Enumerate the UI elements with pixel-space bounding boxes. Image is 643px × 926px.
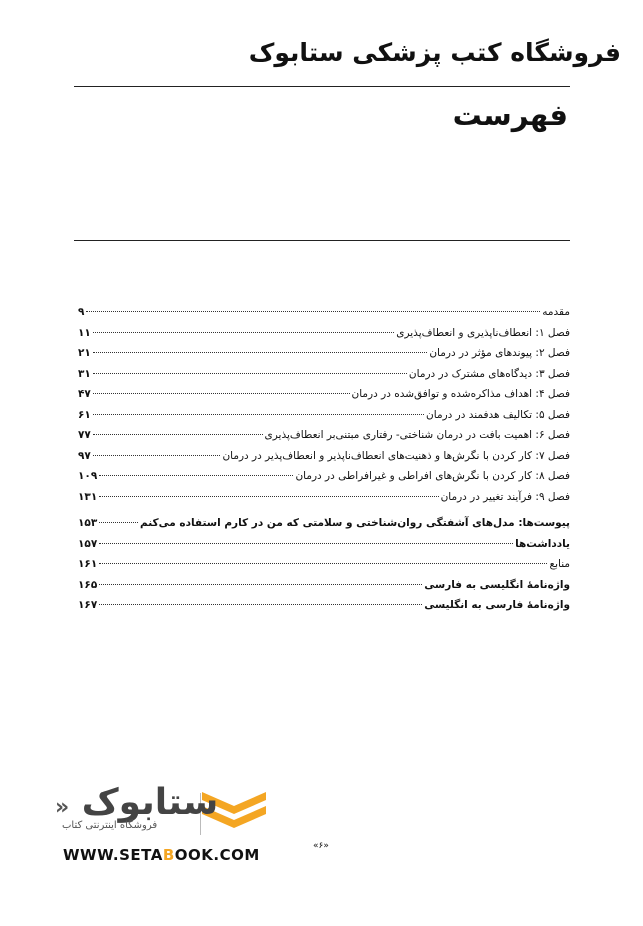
table-of-contents [78, 306, 570, 620]
toc-entry-label: فصل ۵: تکالیف هدفمند در درمان [426, 408, 570, 421]
toc-entry[interactable] [78, 517, 570, 538]
toc-entry[interactable] [78, 306, 570, 327]
brand-tagline: فروشگاه اینترنتی کتاب [62, 820, 158, 831]
toc-entry[interactable] [78, 599, 570, 620]
toc-entry-label: فصل ۹: فرآیند تغییر در درمان [440, 490, 570, 503]
toc-entry-label: منابع [549, 558, 570, 570]
toc-entry-label: پیوست‌ها: مدل‌های آشفتگی روان‌شناختی و سلامتی که من در کارم استفاده می‌کنم [140, 517, 570, 529]
toc-entry-page: ۱۶۷ [78, 599, 98, 611]
toc-entry-page: ۹ [78, 306, 85, 318]
toc-entry-page: ۳۱ [78, 367, 91, 380]
toc-leader-dots [99, 522, 138, 523]
title-rule [74, 240, 570, 241]
toc-entry[interactable] [78, 347, 570, 368]
toc-entry[interactable] [78, 491, 570, 512]
toc-entry-label: فصل ۴: اهداف مذاکره‌شده و توافق‌شده در درمان [351, 388, 570, 400]
toc-entry-page: ۱۰۹ [78, 470, 98, 482]
toc-leader-dots [99, 584, 422, 585]
toc-entry[interactable] [78, 579, 570, 600]
toc-entry-label: مقدمه [542, 306, 570, 318]
page-title: فهرست [452, 98, 568, 132]
website-url[interactable]: WWW.SETABOOK.COM [63, 846, 260, 864]
toc-entry-page: ۴۷ [78, 388, 91, 400]
toc-entry-label: فصل ۳: دیدگاه‌های مشترک در درمان [408, 367, 570, 380]
toc-entry-page: ۱۱ [78, 326, 91, 339]
toc-entry[interactable] [78, 409, 570, 430]
toc-entry-label: یادداشت‌ها [515, 537, 570, 550]
toc-entry[interactable] [78, 368, 570, 389]
toc-entry[interactable] [78, 558, 570, 579]
toc-leader-dots [93, 414, 424, 415]
toc-entry-label: فصل ۱: انعطاف‌ناپذیری و انعطاف‌پذیری [396, 326, 570, 339]
toc-leader-dots [99, 496, 438, 497]
toc-entry-page: ۲۱ [78, 347, 91, 359]
toc-entry-page: ۷۷ [78, 429, 91, 441]
toc-leader-dots [93, 455, 221, 456]
toc-entry[interactable] [78, 538, 570, 559]
toc-leader-dots [93, 352, 428, 353]
toc-entry-label: واژه‌نامهٔ فارسی به انگلیسی [424, 599, 570, 611]
toc-entry-page: ۱۵۳ [78, 517, 98, 529]
toc-leader-dots [99, 475, 293, 476]
toc-entry[interactable] [78, 450, 570, 471]
toc-leader-dots [93, 393, 350, 394]
toc-entry[interactable] [78, 388, 570, 409]
toc-leader-dots [99, 604, 422, 605]
toc-leader-dots [99, 563, 547, 564]
toc-entry-page: ۱۶۵ [78, 578, 98, 591]
toc-entry[interactable] [78, 429, 570, 450]
toc-entry-label: واژه‌نامهٔ انگلیسی به فارسی [424, 578, 570, 591]
toc-entry-page: ۱۵۷ [78, 537, 98, 550]
header-title: فروشگاه کتب پزشکی ستابوک [248, 38, 621, 67]
header-rule [74, 86, 570, 87]
toc-entry-label: فصل ۷: کار کردن با نگرش‌ها و ذهنیت‌های انعطاف‌ناپذیر و انعطاف‌پذیر در درمان [222, 449, 570, 462]
toc-leader-dots [86, 311, 540, 312]
toc-entry-label: فصل ۶: اهمیت بافت در درمان شناختی- رفتاری مبتنی‌بر انعطاف‌پذیری [264, 429, 570, 441]
toc-entry-label: فصل ۸: کار کردن با نگرش‌های افراطی و غیرافراطی در درمان [295, 470, 570, 482]
toc-leader-dots [93, 332, 394, 333]
toc-entry-page: ۹۷ [78, 449, 91, 462]
toc-entry-page: ۱۶۱ [78, 558, 98, 570]
toc-leader-dots [93, 373, 407, 374]
toc-entry[interactable] [78, 470, 570, 491]
toc-entry-label: فصل ۲: پیوندهای مؤثر در درمان [429, 347, 570, 359]
brand-logo: ستابوک « [55, 782, 219, 823]
toc-entry-page: ۶۱ [78, 408, 91, 421]
page-number: «۶» [313, 841, 329, 851]
toc-leader-dots [93, 434, 263, 435]
toc-leader-dots [99, 543, 513, 544]
toc-entry[interactable] [78, 327, 570, 348]
toc-entry-page: ۱۳۱ [78, 490, 98, 503]
